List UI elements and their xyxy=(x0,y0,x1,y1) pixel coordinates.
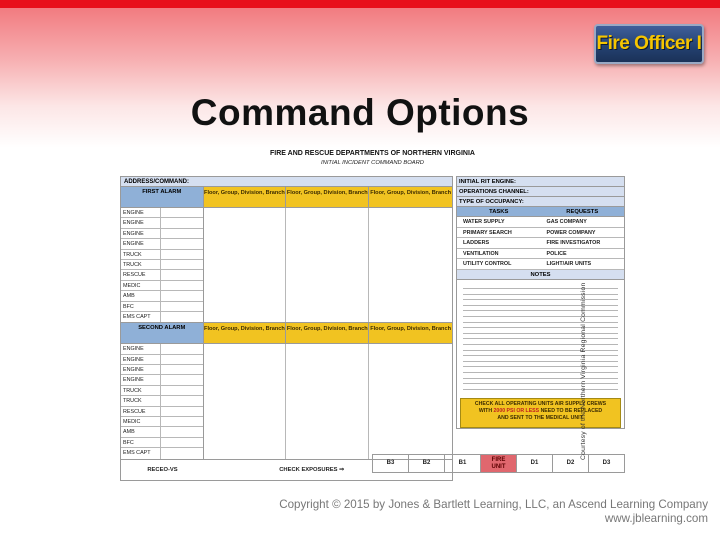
unit-name: ENGINE xyxy=(121,365,161,374)
address-command-label: ADDRESS/COMMAND: xyxy=(121,177,452,187)
footer-url: www.jblearning.com xyxy=(604,512,708,525)
unit-entry-cell xyxy=(161,302,203,311)
unit-name: MEDIC xyxy=(121,417,161,426)
unit-entry-cell xyxy=(161,386,203,395)
warning-highlight: 2000 PSI OR LESS xyxy=(493,407,540,414)
unit-entry-cell xyxy=(161,312,203,322)
board-title: FIRE AND RESCUE DEPARTMENTS OF NORTHERN VIRGINIA xyxy=(270,150,475,157)
top-accent-bar xyxy=(0,0,720,8)
exposures-row xyxy=(372,454,625,473)
unit-entry-cell xyxy=(161,396,203,405)
assignment-cell xyxy=(204,344,287,458)
unit-name: EMS CAPT xyxy=(121,448,161,458)
task-request-row xyxy=(457,249,624,260)
unit-name: TRUCK xyxy=(121,396,161,405)
unit-entry-cell xyxy=(161,448,203,458)
unit-row xyxy=(121,218,203,228)
fire-officer-badge xyxy=(594,24,704,64)
notes-header: NOTES xyxy=(457,270,624,280)
check-exposures-label: CHECK EXPOSURES ⇒ xyxy=(279,466,344,473)
first-alarm-block xyxy=(121,208,452,323)
unit-row xyxy=(121,417,203,427)
command-board xyxy=(120,150,625,475)
unit-name: ENGINE xyxy=(121,355,161,364)
unit-entry-cell xyxy=(161,344,203,353)
task-item: WATER SUPPLY xyxy=(463,219,505,225)
unit-entry-cell xyxy=(161,291,203,300)
unit-entry-cell xyxy=(161,260,203,269)
fire-unit-cell: FIRE UNIT xyxy=(481,455,517,472)
unit-row xyxy=(121,344,203,354)
unit-name: AMB xyxy=(121,427,161,436)
unit-entry-cell xyxy=(161,417,203,426)
unit-name: ENGINE xyxy=(121,208,161,217)
air-supply-warning xyxy=(460,398,621,428)
unit-name: MEDIC xyxy=(121,281,161,290)
unit-row xyxy=(121,365,203,375)
requests-header: REQUESTS xyxy=(566,209,599,215)
assignment-cell xyxy=(286,208,369,322)
unit-name: EMS CAPT xyxy=(121,312,161,322)
column-header: Floor, Group, Division, Branch xyxy=(204,323,287,343)
tasks-requests-rows xyxy=(457,217,624,270)
unit-entry-cell xyxy=(161,407,203,416)
unit-row xyxy=(121,448,203,458)
unit-row xyxy=(121,291,203,301)
first-alarm-label: FIRST ALARM xyxy=(121,187,204,207)
unit-name: ENGINE xyxy=(121,239,161,248)
column-header: Floor, Group, Division, Branch xyxy=(369,323,452,343)
tasks-header: TASKS xyxy=(489,209,509,215)
operations-channel-label: OPERATIONS CHANNEL: xyxy=(457,187,624,197)
footer xyxy=(279,498,708,526)
note-line xyxy=(463,384,618,390)
unit-row xyxy=(121,312,203,322)
board-subtitle: INITIAL INCIDENT COMMAND BOARD xyxy=(321,160,424,166)
unit-name: BFC xyxy=(121,438,161,447)
unit-name: ENGINE xyxy=(121,344,161,353)
unit-name: RESCUE xyxy=(121,270,161,279)
unit-row xyxy=(121,260,203,270)
column-header: Floor, Group, Division, Branch xyxy=(369,187,452,207)
task-request-row xyxy=(457,228,624,239)
warning-line-4: AND SENT TO THE MEDICAL UNIT. xyxy=(497,414,584,421)
tasks-requests-header xyxy=(457,207,624,217)
unit-name: AMB xyxy=(121,291,161,300)
receo-label: RECEO-VS xyxy=(147,466,178,473)
unit-row xyxy=(121,375,203,385)
unit-name: ENGINE xyxy=(121,218,161,227)
column-header: Floor, Group, Division, Branch xyxy=(286,323,369,343)
request-item: GAS COMPANY xyxy=(546,219,587,225)
copyright-text: Copyright © 2015 by Jones & Bartlett Learning, LLC, an Ascend Learning Company xyxy=(279,498,708,511)
exposure-cell: D1 xyxy=(517,455,553,472)
slide-title: Command Options xyxy=(190,92,530,133)
initial-rit-label: INITIAL RIT ENGINE: xyxy=(457,177,624,187)
request-item: FIRE INVESTIGATOR xyxy=(546,240,601,246)
unit-row xyxy=(121,302,203,312)
unit-row xyxy=(121,281,203,291)
unit-row xyxy=(121,270,203,280)
task-request-row xyxy=(457,217,624,228)
unit-row xyxy=(121,229,203,239)
column-header: Floor, Group, Division, Branch xyxy=(204,187,287,207)
tasks-requests-panel xyxy=(456,176,625,429)
unit-entry-cell xyxy=(161,438,203,447)
first-alarm-unit-list xyxy=(121,208,204,322)
notes-lines xyxy=(457,280,624,394)
exposure-cell: D2 xyxy=(553,455,589,472)
unit-name: TRUCK xyxy=(121,260,161,269)
unit-name: TRUCK xyxy=(121,386,161,395)
unit-entry-cell xyxy=(161,427,203,436)
assignment-cell xyxy=(204,208,287,322)
assignment-cell xyxy=(369,208,452,322)
assignment-cell xyxy=(286,344,369,458)
unit-row xyxy=(121,386,203,396)
unit-name: ENGINE xyxy=(121,375,161,384)
unit-entry-cell xyxy=(161,208,203,217)
unit-row xyxy=(121,355,203,365)
second-alarm-label: SECOND ALARM xyxy=(121,323,204,343)
request-item: POLICE xyxy=(546,250,567,257)
unit-entry-cell xyxy=(161,355,203,364)
unit-row xyxy=(121,438,203,448)
unit-entry-cell xyxy=(161,250,203,259)
task-item: UTILITY CONTROL xyxy=(463,261,512,267)
task-item: PRIMARY SEARCH xyxy=(463,229,512,236)
unit-row xyxy=(121,208,203,218)
exposure-cell: B3 xyxy=(373,455,409,472)
unit-entry-cell xyxy=(161,270,203,279)
task-item: LADDERS xyxy=(463,240,490,246)
task-request-row xyxy=(457,259,624,270)
warning-line-2: WITH xyxy=(478,407,493,414)
unit-entry-cell xyxy=(161,239,203,248)
task-request-row xyxy=(457,238,624,249)
unit-row xyxy=(121,239,203,249)
unit-entry-cell xyxy=(161,365,203,374)
exposure-cell: B2 xyxy=(409,455,445,472)
unit-row xyxy=(121,250,203,260)
unit-row xyxy=(121,407,203,417)
unit-row xyxy=(121,396,203,406)
unit-entry-cell xyxy=(161,375,203,384)
alarm-assignment-grid xyxy=(120,176,453,481)
unit-entry-cell xyxy=(161,218,203,227)
second-alarm-block xyxy=(121,344,452,459)
second-alarm-header-row xyxy=(121,323,452,344)
unit-name: RESCUE xyxy=(121,407,161,416)
assignment-cell xyxy=(369,344,452,458)
column-header: Floor, Group, Division, Branch xyxy=(286,187,369,207)
warning-line-1: CHECK ALL OPERATING UNITS AIR SUPPLY CREWS xyxy=(474,400,607,407)
image-credit: Courtesy of the Northern Virginia Regional Commission xyxy=(580,282,587,460)
task-item: VENTILATION xyxy=(463,250,499,257)
occupancy-type-label: TYPE OF OCCUPANCY: xyxy=(457,197,624,207)
unit-name: ENGINE xyxy=(121,229,161,238)
request-item: LIGHT/AIR UNITS xyxy=(546,261,592,267)
second-alarm-unit-list xyxy=(121,344,204,458)
exposure-cell: D3 xyxy=(602,460,611,466)
first-alarm-header-row xyxy=(121,187,452,208)
unit-entry-cell xyxy=(161,229,203,238)
request-item: POWER COMPANY xyxy=(546,229,596,236)
unit-name: BFC xyxy=(121,302,161,311)
unit-entry-cell xyxy=(161,281,203,290)
unit-name: TRUCK xyxy=(121,250,161,259)
unit-row xyxy=(121,427,203,437)
badge-label: Fire Officer I xyxy=(596,33,702,54)
warning-line-3: NEED TO BE REPLACED xyxy=(540,407,603,414)
exposure-cell: B1 xyxy=(445,455,481,472)
